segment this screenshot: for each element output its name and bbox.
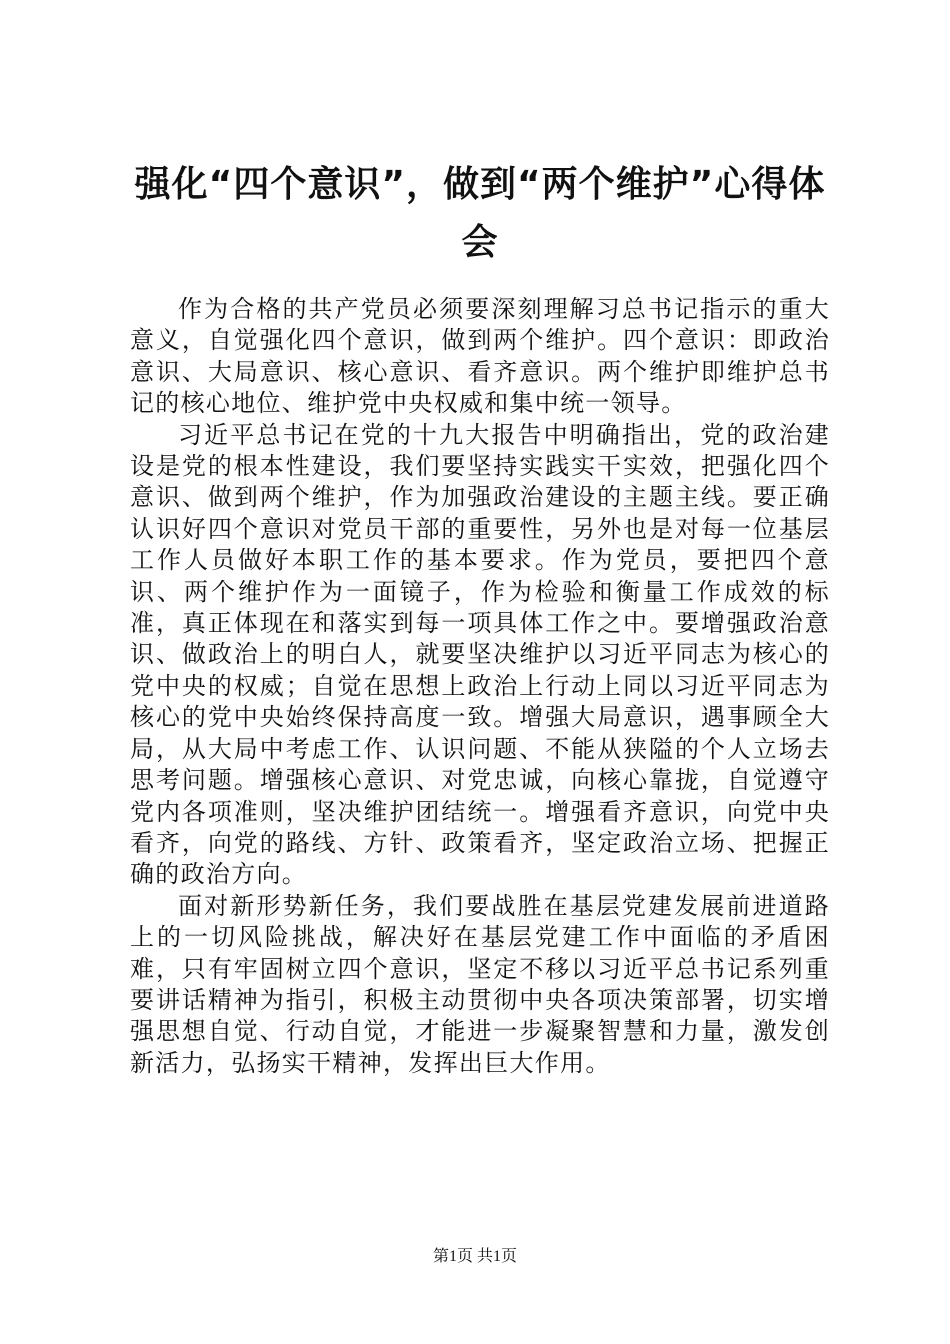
paragraph-3: 面对新形势新任务，我们要战胜在基层党建发展前进道路上的一切风险挑战，解决好在基层党建工作中面临的矛盾困难，只有牢固树立四个意识，坚定不移以习近平总书记系列重要讲话精神为指引，积极主动贯彻中央各项决策部署，切实增强思想自觉、行动自觉，才能进一步凝聚智慧和力量，激发创新活力，弘扬实干精神，发挥出巨大作用。 <box>130 891 830 1077</box>
document-body <box>130 294 830 1079</box>
paragraph-1: 作为合格的共产党员必须要深刻理解习总书记指示的重大意义，自觉强化四个意识，做到两个维护。四个意识：即政治意识、大局意识、核心意识、看齐意识。两个维护即维护总书记的核心地位、维护党中央权威和集中统一领导。 <box>130 295 830 418</box>
page-footer: 第1页 共1页 <box>432 1248 517 1265</box>
document-title: 强化“四个意识”，做到“两个维护”心得体会 <box>134 164 826 263</box>
paragraph-2: 习近平总书记在党的十九大报告中明确指出，党的政治建设是党的根本性建设，我们要坚持实践实干实效，把强化四个意识、做到两个维护，作为加强政治建设的主题主线。要正确认识好四个意识对党员干部的重要性，另外也是对每一位基层工作人员做好本职工作的基本要求。作为党员，要把四个意识、两个维护作为一面镜子，作为检验和衡量工作成效的标准，真正体现在和落实到每一项具体工作之中。要增强政治意识、做政治上的明白人，就要坚决维护以习近平同志为核心的党中央的权威；自觉在思想上政治上行动上同以习近平同志为核心的党中央始终保持高度一致。增强大局意识，遇事顾全大局，从大局中考虑工作、认识问题、不能从狭隘的个人立场去思考问题。增强核心意识、对党忠诚，向核心靠拢，自觉遵守党内各项准则，坚决维护团结统一。增强看齐意识，向党中央看齐，向党的路线、方针、政策看齐，坚定政治立场、把握正确的政治方向。 <box>130 420 830 889</box>
